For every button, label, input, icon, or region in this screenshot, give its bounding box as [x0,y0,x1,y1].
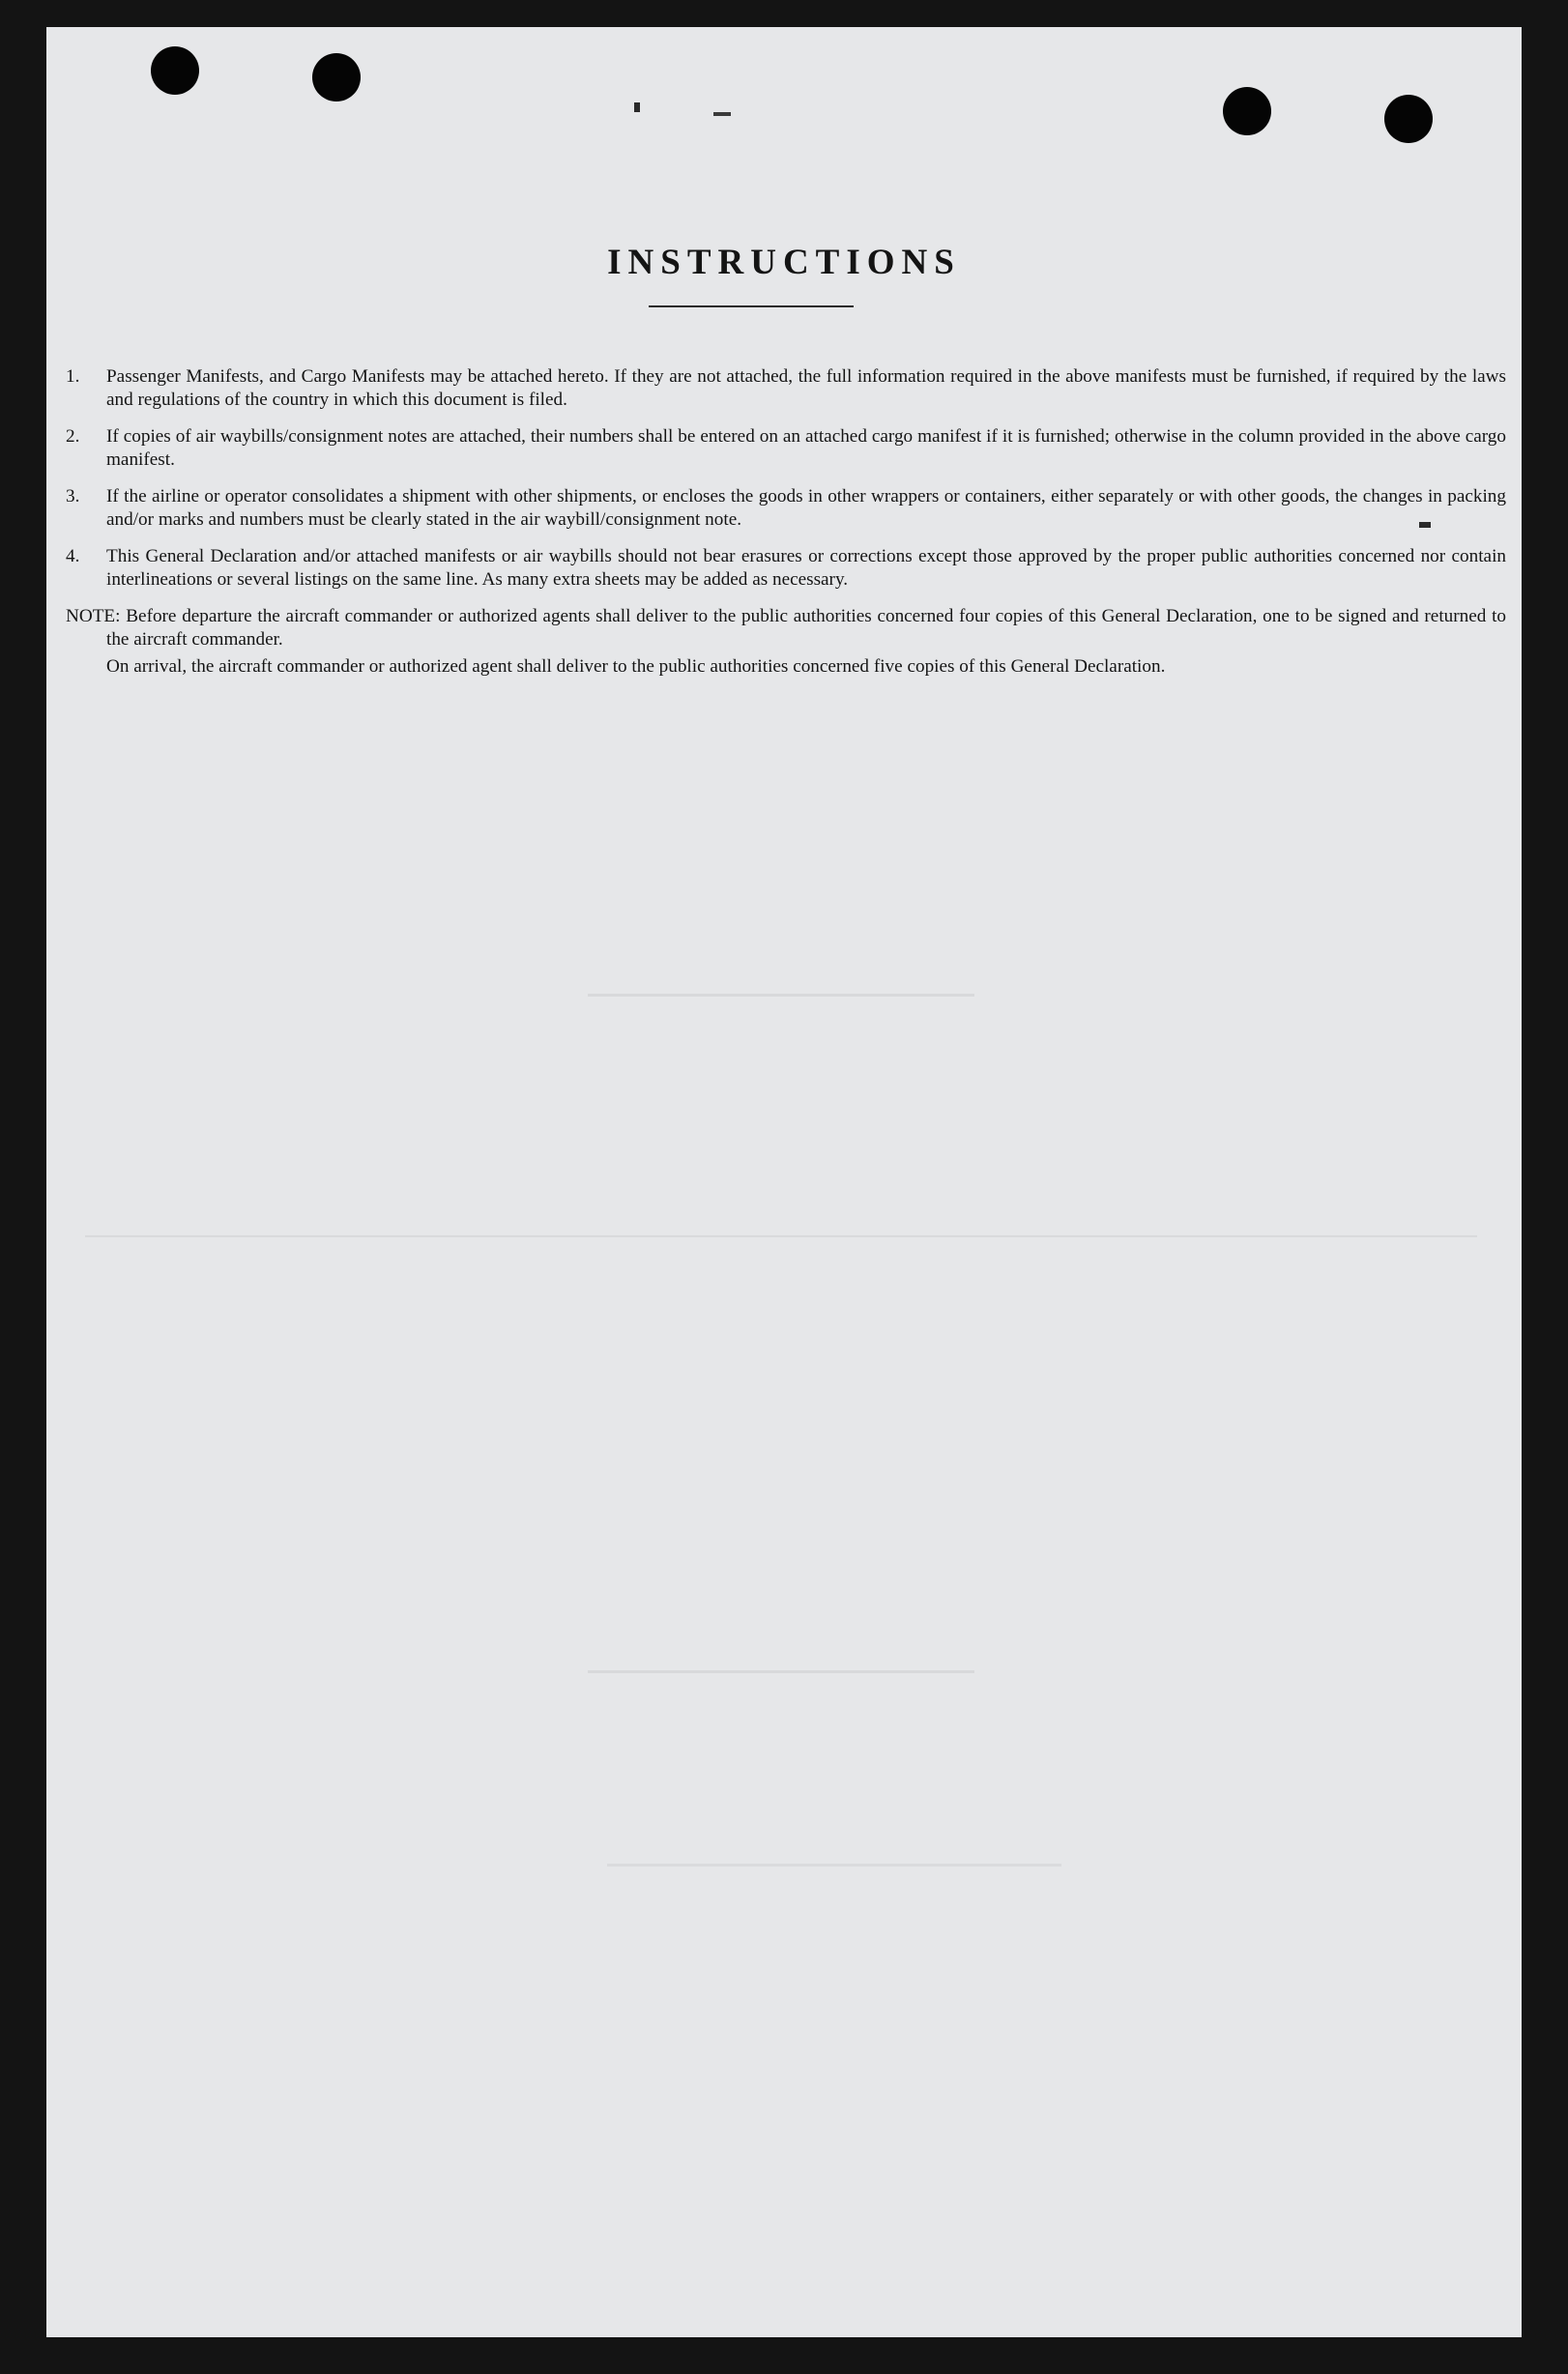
note-paragraph-1 [66,605,1506,651]
instruction-text: This General Declaration and/or attached manifests or air waybills should not bear erasures or corrections except those approved by the proper public authorities concerned nor contain interlineations or several listings on the same line. As many extra sheets may be added as necessary. [106,546,1506,590]
instruction-item [66,425,1506,472]
note-text-1: Before departure the aircraft commander or authorized agents shall deliver to the public authorities concerned four copies of this General Declaration, one to be signed and returned to the aircraft commander. [106,606,1506,650]
punch-hole-top-right-1 [1223,87,1271,135]
bleed-through-band [85,1235,1477,1237]
instruction-text: If copies of air waybills/consignment notes are attached, their numbers shall be entered on an attached cargo manifest if it is furnished; otherwise in the column provided in the above cargo manifest. [106,426,1506,470]
instruction-number: 1. [66,366,80,387]
note-block [66,605,1506,679]
instruction-item [66,485,1506,532]
bleed-through-band [588,994,974,997]
document-sheet [46,27,1522,2337]
note-paragraph-2: On arrival, the aircraft commander or authorized agent shall deliver to the public authorities concerned five copies of this General Declaration. [106,656,1166,677]
note-label: NOTE: [66,606,121,626]
punch-hole-top-left-1 [151,46,199,95]
instructions-list [66,365,1506,679]
instruction-number: 2. [66,426,80,447]
punch-hole-top-left-2 [312,53,361,101]
bleed-through-smudge [634,102,640,112]
instruction-number: 4. [66,546,80,566]
instruction-number: 3. [66,486,80,507]
instruction-item [66,365,1506,412]
page-title: INSTRUCTIONS [607,243,961,282]
instruction-item [66,545,1506,592]
bleed-through-band [607,1864,1061,1867]
instruction-text: Passenger Manifests, and Cargo Manifests may be attached hereto. If they are not attached, the full information required in the above manifests must be furnished, if required by the laws and regulations of the country in which this document is filed. [106,366,1506,410]
punch-hole-top-right-2 [1384,95,1433,143]
title-underline [649,305,854,307]
bleed-through-band [588,1670,974,1673]
bleed-through-smudge [713,112,731,116]
instruction-text: If the airline or operator consolidates a shipment with other shipments, or encloses the goods in other wrappers or containers, either separately or with other goods, the changes in packing and/or marks and numbers must be clearly stated in the air waybill/consignment note. [106,486,1506,530]
